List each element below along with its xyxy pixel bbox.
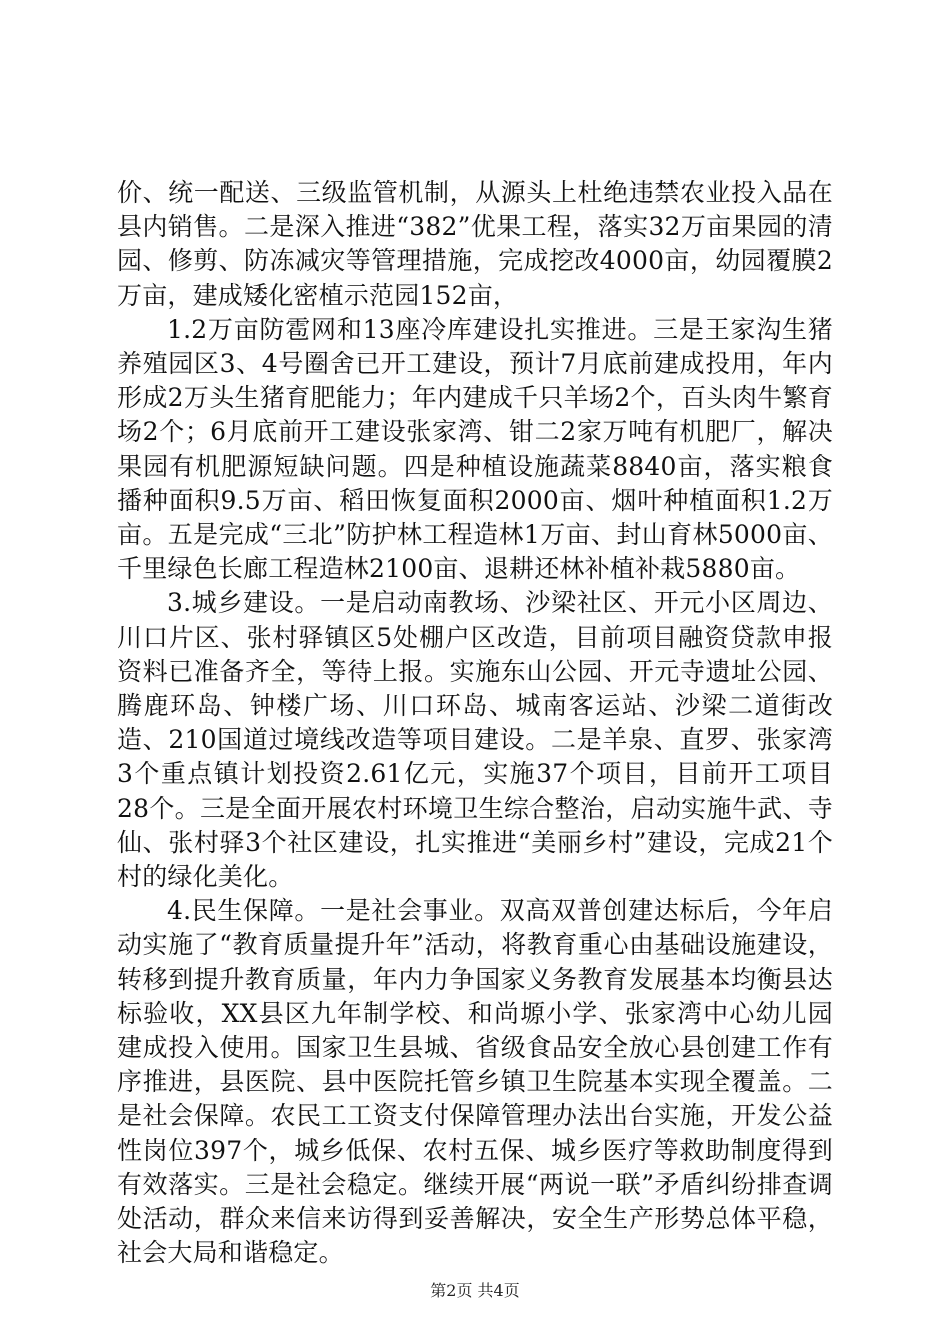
page-footer: 第2页 共4页 bbox=[430, 1281, 520, 1300]
paragraph-livelihood-security: 4.民生保障。一是社会事业。双高双普创建达标后，今年启动实施了“教育质量提升年”活动，将教育重心由基础设施建设，转移到提升教育质量，年内力争国家义务教育发展基本均衡县达标验收，XX县区九年制学校、和尚塬小学、张家湾中心幼儿园建成投入使用。国家卫生县城、省级食品安全放心县创建工作有序推进，县医院、县中医院托管乡镇卫生院基本实现全覆盖。二是社会保障。农民工工资支付保障管理办法出台实施，开发公益性岗位397个，城乡低保、农村五保、城乡医疗等救助制度得到有效落实。三是社会稳定。继续开展“两说一联”矛盾纠纷排查调处活动，群众来信来访得到妥善解决，安全生产形势总体平稳，社会大局和谐稳定。 bbox=[117, 896, 833, 1268]
paragraph: 1.2万亩防雹网和13座冷库建设扎实推进。三是王家沟生猪养殖园区3、4号圈舍已开工建设，预计7月底前建成投用，年内形成2万头生猪育肥能力；年内建成千只羊场2个，百头肉牛繁育场2个；6月底前开工建设张家湾、钳二2家万吨有机肥厂，解决果园有机肥源短缺问题。四是种植设施蔬菜8840亩，落实粮食播种面积9.5万亩、稻田恢复面积2000亩、烟叶种植面积1.2万亩。五是完成“三北”防护林工程造林1万亩、封山育林5000亩、千里绿色长廊工程造林2100亩、退耕还林补植补栽5880亩。 bbox=[117, 314, 833, 584]
paragraph-urban-rural-construction: 3.城乡建设。一是启动南教场、沙梁社区、开元小区周边、川口片区、张村驿镇区5处棚户区改造，目前项目融资贷款申报资料已准备齐全，等待上报。实施东山公园、开元寺遗址公园、腾鹿环岛、钟楼广场、川口环岛、城南客运站、沙梁二道街改造、210国道过境线改造等项目建设。二是羊泉、直罗、张家湾3个重点镇计划投资2.61亿元，实施37个项目，目前开工项目28个。三是全面开展农村环境卫生综合整治，启动实施牛武、寺仙、张村驿3个社区建设，扎实推进“美丽乡村”建设，完成21个村的绿化美化。 bbox=[117, 588, 833, 892]
paragraph-continued: 价、统一配送、三级监管机制，从源头上杜绝违禁农业投入品在县内销售。二是深入推进“382”优果工程，落实32万亩果园的清园、修剪、防冻减灾等管理措施，完成挖改4000亩，幼园覆膜2万亩，建成矮化密植示范园152亩， bbox=[117, 178, 833, 310]
document-body bbox=[117, 176, 833, 1271]
